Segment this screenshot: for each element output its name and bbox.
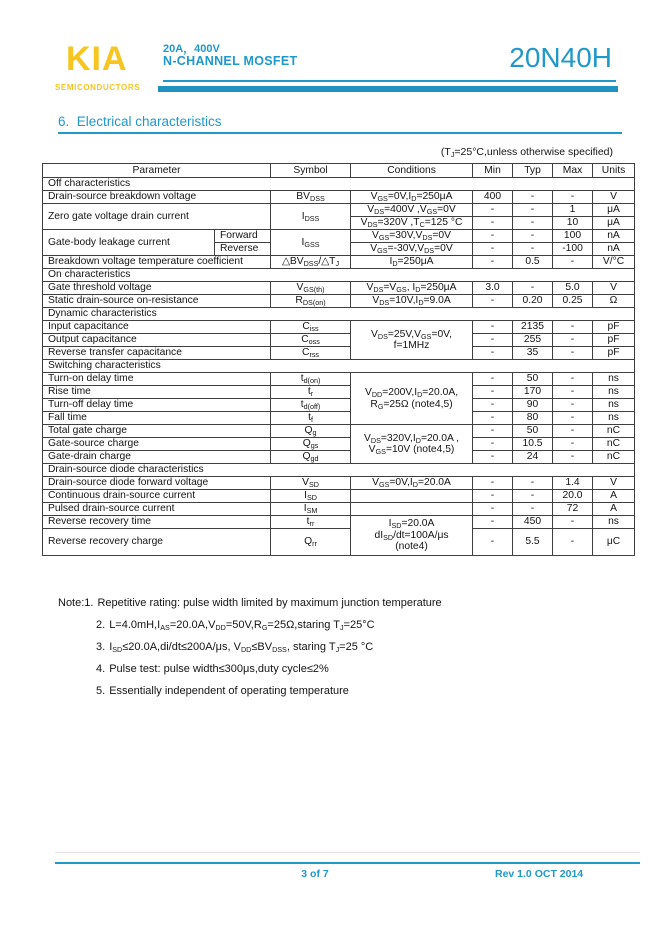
table-section-row bbox=[43, 178, 635, 191]
table-cell: $t_r$ bbox=[271, 386, 351, 399]
table-cell: Gate-body leakage current bbox=[43, 230, 215, 256]
revision-label: Rev 1.0 OCT 2014 bbox=[495, 868, 584, 880]
section-label-cell: Drain-source diode characteristics bbox=[43, 464, 635, 477]
footer-rule bbox=[55, 862, 640, 864]
table-cell: V bbox=[593, 191, 635, 204]
table-cell: μA bbox=[593, 217, 635, 230]
table-section-row bbox=[43, 308, 635, 321]
table-cell: 1.4 bbox=[553, 477, 593, 490]
table-cell: nA bbox=[593, 243, 635, 256]
table-cell: $C_{iss}$ bbox=[271, 321, 351, 334]
note-text: Pulse test: pulse width≤300μs,duty cycle≤2% bbox=[109, 663, 329, 675]
table-cell: 255 bbox=[513, 334, 553, 347]
table-cell: 0.5 bbox=[513, 256, 553, 269]
table-cell: $R_{DS(on)}$ bbox=[271, 295, 351, 308]
table-cell: - bbox=[473, 516, 513, 529]
note-text: Essentially independent of operating temperature bbox=[109, 685, 349, 697]
table-row bbox=[43, 490, 635, 503]
header-rule-thin bbox=[163, 80, 616, 82]
table-cell: $V_{DS}=V_{GS}$, $I_D=250\mu A$ bbox=[351, 282, 473, 295]
notes-block bbox=[0, 597, 662, 707]
table-cell: 100 bbox=[553, 230, 593, 243]
table-cell: - bbox=[553, 412, 593, 425]
table-cell: $V_{DD}=200V,I_D=20.0A$, $R_G=25\Omega$ (note4,5) bbox=[351, 373, 473, 425]
table-cell: 450 bbox=[513, 516, 553, 529]
table-cell bbox=[351, 503, 473, 516]
table-row bbox=[43, 373, 635, 386]
table-cell: Pulsed drain-source current bbox=[43, 503, 271, 516]
table-cell: Input capacitance bbox=[43, 321, 271, 334]
table-row bbox=[43, 529, 635, 556]
table-cell: 50 bbox=[513, 425, 553, 438]
table-cell: - bbox=[513, 243, 553, 256]
note-number: 4. bbox=[96, 663, 106, 675]
table-row bbox=[43, 477, 635, 490]
table-cell: $V_{GS}=30V,V_{DS}=0V$ bbox=[351, 230, 473, 243]
table-cell: - bbox=[553, 529, 593, 556]
table-cell: $I_D=250\mu A$ bbox=[351, 256, 473, 269]
table-row bbox=[43, 321, 635, 334]
table-cell: 0.20 bbox=[513, 295, 553, 308]
table-cell: - bbox=[473, 399, 513, 412]
device-type: N-CHANNEL MOSFET bbox=[163, 54, 298, 68]
table-row bbox=[43, 438, 635, 451]
table-cell: $t_f$ bbox=[271, 412, 351, 425]
table-cell: $Q_{gd}$ bbox=[271, 451, 351, 464]
table-cell: ns bbox=[593, 373, 635, 386]
table-row bbox=[43, 399, 635, 412]
table-cell: $\triangle BV_{DSS}/\triangle T_J$ bbox=[271, 256, 351, 269]
table-cell: Total gate charge bbox=[43, 425, 271, 438]
column-header: Parameter bbox=[43, 164, 271, 178]
table-cell: $C_{oss}$ bbox=[271, 334, 351, 347]
table-cell: - bbox=[553, 516, 593, 529]
table-cell: - bbox=[513, 217, 553, 230]
table-cell: - bbox=[473, 295, 513, 308]
footer-hairline bbox=[55, 852, 640, 853]
table-cell: - bbox=[553, 191, 593, 204]
table-cell: - bbox=[513, 230, 553, 243]
table-row bbox=[43, 334, 635, 347]
table-cell: $t_{d(off)}$ bbox=[271, 399, 351, 412]
table-cell: - bbox=[473, 204, 513, 217]
table-cell: - bbox=[553, 399, 593, 412]
part-number: 20N40H bbox=[509, 42, 612, 73]
table-cell: - bbox=[473, 490, 513, 503]
table-cell: - bbox=[513, 490, 553, 503]
table-cell: 3.0 bbox=[473, 282, 513, 295]
table-cell: - bbox=[553, 386, 593, 399]
table-cell: Drain-source diode forward voltage bbox=[43, 477, 271, 490]
table-row bbox=[43, 295, 635, 308]
table-cell: Gate-source charge bbox=[43, 438, 271, 451]
table-cell: A bbox=[593, 490, 635, 503]
table-cell: $V_{SD}$ bbox=[271, 477, 351, 490]
table-cell: Reverse bbox=[215, 243, 271, 256]
table-cell: $V_{DS}=10V,I_D=9.0A$ bbox=[351, 295, 473, 308]
section-label-cell: Off characteristics bbox=[43, 178, 635, 191]
table-cell: - bbox=[553, 425, 593, 438]
column-header: Max bbox=[553, 164, 593, 178]
table-cell: -100 bbox=[553, 243, 593, 256]
table-cell: ns bbox=[593, 412, 635, 425]
table-cell: $V_{GS}=-30V,V_{DS}=0V$ bbox=[351, 243, 473, 256]
table-cell: - bbox=[553, 438, 593, 451]
table-cell: μA bbox=[593, 204, 635, 217]
table-cell: - bbox=[473, 256, 513, 269]
table-row bbox=[43, 386, 635, 399]
table-cell: V bbox=[593, 282, 635, 295]
table-cell: $I_{SD}$ bbox=[271, 490, 351, 503]
section-label-cell: Switching characteristics bbox=[43, 360, 635, 373]
brand-logo: KIA bbox=[66, 40, 128, 78]
table-cell: 10 bbox=[553, 217, 593, 230]
table-cell: 72 bbox=[553, 503, 593, 516]
table-cell: $I_{SM}$ bbox=[271, 503, 351, 516]
table-row bbox=[43, 516, 635, 529]
table-cell: - bbox=[473, 503, 513, 516]
table-cell: - bbox=[473, 347, 513, 360]
table-row bbox=[43, 347, 635, 360]
table-cell: - bbox=[473, 217, 513, 230]
table-cell: Output capacitance bbox=[43, 334, 271, 347]
section-title: 6. Electrical characteristics bbox=[58, 114, 222, 129]
table-cell: Zero gate voltage drain current bbox=[43, 204, 271, 230]
table-cell: nC bbox=[593, 438, 635, 451]
note-text: $I_{SD}\le 20.0A,di/dt\le 200A/\mu s$, $V_{DD}\le BV_{DSS}$, staring $T_J=25$ °C bbox=[109, 641, 374, 654]
table-cell: - bbox=[553, 451, 593, 464]
table-cell: Rise time bbox=[43, 386, 271, 399]
table-cell: 5.0 bbox=[553, 282, 593, 295]
column-header: Typ bbox=[513, 164, 553, 178]
table-cell: - bbox=[553, 373, 593, 386]
table-cell: $I_{SD}=20.0A$ $dI_{SD}/dt=100A/\mu s$ (note4) bbox=[351, 516, 473, 556]
table-cell: Static drain-source on-resistance bbox=[43, 295, 271, 308]
note-line bbox=[96, 641, 662, 663]
table-cell: 170 bbox=[513, 386, 553, 399]
table-cell: pF bbox=[593, 321, 635, 334]
table-cell: 2135 bbox=[513, 321, 553, 334]
table-cell: μC bbox=[593, 529, 635, 556]
table-row bbox=[43, 282, 635, 295]
table-cell: $V_{GS}=0V,I_D=20.0A$ bbox=[351, 477, 473, 490]
table-row bbox=[43, 256, 635, 269]
table-cell: $Q_g$ bbox=[271, 425, 351, 438]
table-cell: $t_{d(on)}$ bbox=[271, 373, 351, 386]
table-cell: nA bbox=[593, 230, 635, 243]
table-cell: Ω bbox=[593, 295, 635, 308]
table-row bbox=[43, 412, 635, 425]
table-cell: - bbox=[473, 321, 513, 334]
table-cell: 400 bbox=[473, 191, 513, 204]
table-cell: $V_{GS(th)}$ bbox=[271, 282, 351, 295]
table-cell: 0.25 bbox=[553, 295, 593, 308]
table-cell: - bbox=[473, 386, 513, 399]
table-cell: - bbox=[473, 334, 513, 347]
note-number: 3. bbox=[96, 641, 106, 653]
table-section-row bbox=[43, 464, 635, 477]
table-cell: ns bbox=[593, 386, 635, 399]
column-header: Symbol bbox=[271, 164, 351, 178]
table-cell: V bbox=[593, 477, 635, 490]
table-cell: nC bbox=[593, 451, 635, 464]
column-header: Min bbox=[473, 164, 513, 178]
device-rating: 20A，400V bbox=[163, 43, 220, 55]
table-cell: 5.5 bbox=[513, 529, 553, 556]
table-cell: Continuous drain-source current bbox=[43, 490, 271, 503]
table-cell: - bbox=[513, 503, 553, 516]
table-cell: $V_{GS}=0V,I_D=250\mu A$ bbox=[351, 191, 473, 204]
table-cell: - bbox=[473, 529, 513, 556]
table-cell: $V_{DS}=25V,V_{GS}=0V$, f=1MHz bbox=[351, 321, 473, 360]
table-cell: nC bbox=[593, 425, 635, 438]
table-cell: Reverse recovery time bbox=[43, 516, 271, 529]
table-cell: $C_{rss}$ bbox=[271, 347, 351, 360]
table-cell: Drain-source breakdown voltage bbox=[43, 191, 271, 204]
table-cell: - bbox=[473, 412, 513, 425]
table-header-row bbox=[43, 164, 635, 178]
table-cell: - bbox=[513, 477, 553, 490]
note-line bbox=[96, 685, 662, 707]
table-cell: Fall time bbox=[43, 412, 271, 425]
table-cell: 35 bbox=[513, 347, 553, 360]
table-cell: 1 bbox=[553, 204, 593, 217]
table-cell: - bbox=[553, 334, 593, 347]
table-cell: 24 bbox=[513, 451, 553, 464]
table-cell: - bbox=[473, 451, 513, 464]
section-title-underline bbox=[58, 132, 622, 134]
table-cell: - bbox=[513, 282, 553, 295]
note-line bbox=[96, 663, 662, 685]
table-cell: $I_{DSS}$ bbox=[271, 204, 351, 230]
header-rule-thick bbox=[158, 86, 618, 92]
table-cell: Gate-drain charge bbox=[43, 451, 271, 464]
note-line bbox=[58, 597, 662, 619]
table-cell: $t_{rr}$ bbox=[271, 516, 351, 529]
table-cell: 90 bbox=[513, 399, 553, 412]
note-number: Note:1. bbox=[58, 597, 94, 609]
table-cell: Forward bbox=[215, 230, 271, 243]
table-cell: 20.0 bbox=[553, 490, 593, 503]
table-cell: Gate threshold voltage bbox=[43, 282, 271, 295]
table-cell: Reverse transfer capacitance bbox=[43, 347, 271, 360]
table-cell bbox=[351, 490, 473, 503]
table-section-row bbox=[43, 360, 635, 373]
table-cell: Turn-on delay time bbox=[43, 373, 271, 386]
table-row bbox=[43, 503, 635, 516]
table-cell: - bbox=[553, 321, 593, 334]
table-cell: $V_{DS}=320V$ $,T_C=125$ °C bbox=[351, 217, 473, 230]
table-cell: ns bbox=[593, 399, 635, 412]
note-line bbox=[96, 619, 662, 641]
table-cell: Breakdown voltage temperature coefficient bbox=[43, 256, 271, 269]
table-cell: $I_{GSS}$ bbox=[271, 230, 351, 256]
section-label-cell: Dynamic characteristics bbox=[43, 308, 635, 321]
brand-subtitle: SEMICONDUCTORS bbox=[55, 83, 141, 92]
table-cell: - bbox=[513, 204, 553, 217]
table-cell: - bbox=[553, 347, 593, 360]
page-number: 3 of 7 bbox=[301, 868, 329, 880]
table-cell: - bbox=[513, 191, 553, 204]
note-number: 2. bbox=[96, 619, 106, 631]
table-cell: $BV_{DSS}$ bbox=[271, 191, 351, 204]
table-cell: V/°C bbox=[593, 256, 635, 269]
table-cell: ns bbox=[593, 516, 635, 529]
note-text: $L=4.0mH,I_{AS}=20.0A,V_{DD}=50V,R_G=25\Omega,staring$ $T_J=25^\circ C$ bbox=[109, 619, 375, 632]
table-row bbox=[43, 191, 635, 204]
note-text: Repetitive rating: pulse width limited by maximum junction temperature bbox=[97, 597, 442, 609]
table-cell: $V_{DS}=320V,I_D=20.0A$ , $V_{GS}=10V$ (note4,5) bbox=[351, 425, 473, 464]
table-cell: Turn-off delay time bbox=[43, 399, 271, 412]
table-cell: - bbox=[473, 243, 513, 256]
table-cell: $Q_{rr}$ bbox=[271, 529, 351, 556]
table-cell: pF bbox=[593, 334, 635, 347]
table-cell: 50 bbox=[513, 373, 553, 386]
table-cell: $V_{DS}=400V$ $,V_{GS}=0V$ bbox=[351, 204, 473, 217]
table-cell: $Q_{gs}$ bbox=[271, 438, 351, 451]
table-cell: 80 bbox=[513, 412, 553, 425]
table-cell: pF bbox=[593, 347, 635, 360]
table-row bbox=[43, 204, 635, 217]
table-cell: 10.5 bbox=[513, 438, 553, 451]
table-row bbox=[43, 451, 635, 464]
table-cell: Reverse recovery charge bbox=[43, 529, 271, 556]
table-cell: - bbox=[473, 230, 513, 243]
section-label-cell: On characteristics bbox=[43, 269, 635, 282]
electrical-characteristics-table bbox=[42, 163, 635, 556]
table-row bbox=[43, 425, 635, 438]
column-header: Units bbox=[593, 164, 635, 178]
column-header: Conditions bbox=[351, 164, 473, 178]
table-cell: - bbox=[473, 477, 513, 490]
table-cell: - bbox=[473, 438, 513, 451]
table-cell: - bbox=[553, 256, 593, 269]
table-cell: - bbox=[473, 425, 513, 438]
table-section-row bbox=[43, 269, 635, 282]
table-cell: A bbox=[593, 503, 635, 516]
table-condition-caption: ($T_J=25^\circ C,unless$ otherwise specified) bbox=[440, 146, 613, 159]
table-row bbox=[43, 230, 635, 243]
note-number: 5. bbox=[96, 685, 106, 697]
table-cell: - bbox=[473, 373, 513, 386]
